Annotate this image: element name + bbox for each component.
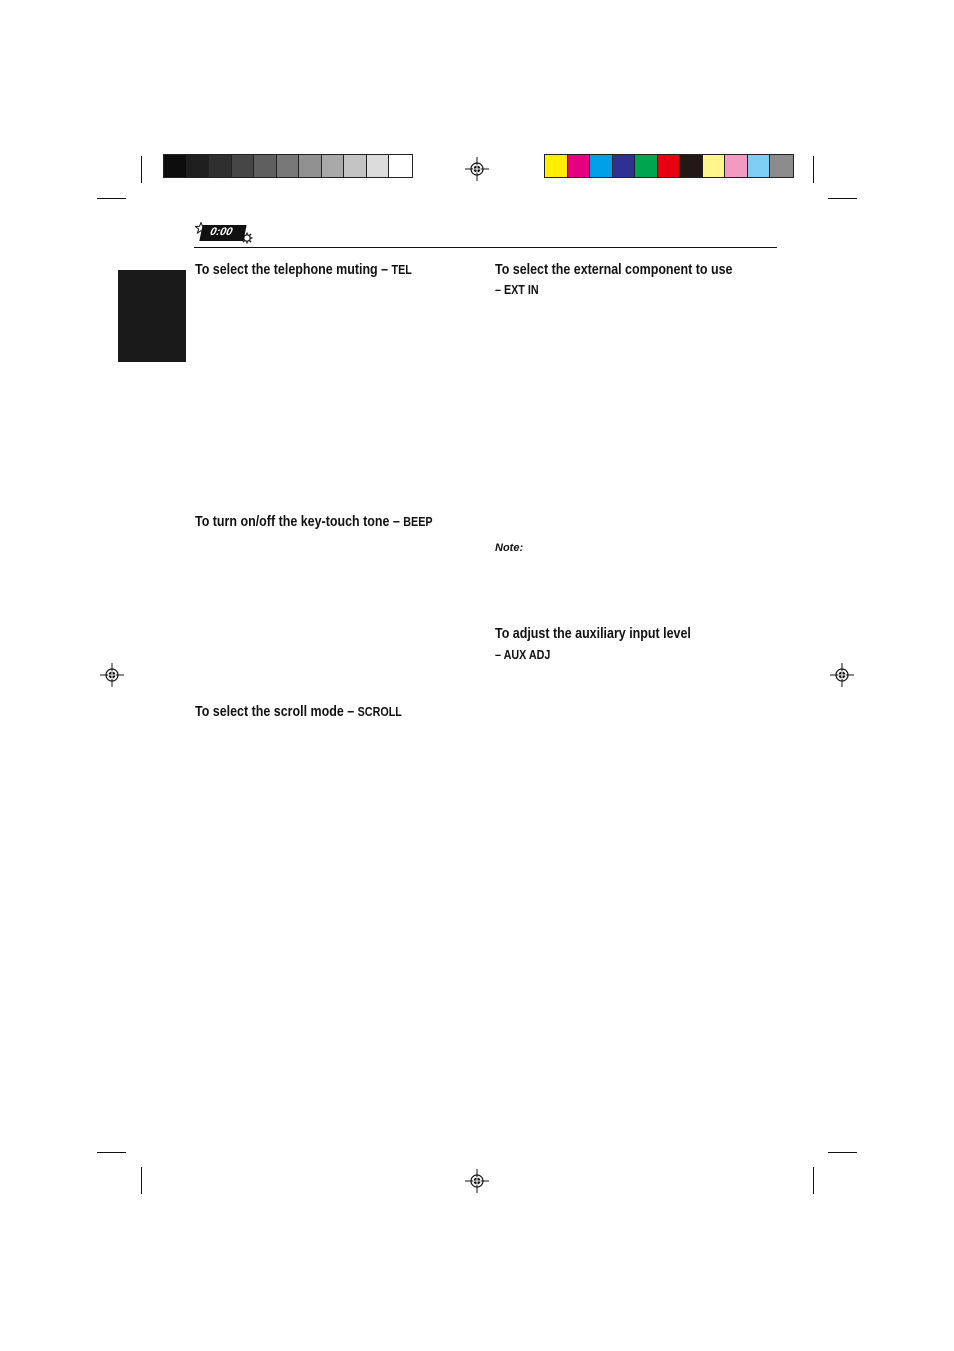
crop-mark [97, 1152, 126, 1153]
scroll-heading [195, 704, 402, 720]
section-tab [118, 270, 186, 362]
color-swatch-7 [680, 155, 703, 177]
registration-mark-icon [100, 663, 124, 687]
grayscale-swatch-8 [322, 155, 345, 177]
aux-keyword: – AUX ADJ [495, 648, 551, 662]
grayscale-swatch-9 [344, 155, 367, 177]
crop-mark [813, 1167, 814, 1194]
crop-mark [97, 198, 126, 199]
color-swatch-5 [635, 155, 658, 177]
grayscale-swatch-5 [254, 155, 277, 177]
scroll-heading-text: To select the scroll mode – [195, 704, 358, 720]
header-rule [194, 247, 777, 248]
registration-mark-icon [465, 1169, 489, 1193]
crop-mark [141, 1167, 142, 1194]
color-swatch-9 [725, 155, 748, 177]
color-swatch-8 [703, 155, 726, 177]
aux-heading [495, 626, 691, 642]
clock-time: 0:00 [208, 226, 234, 238]
tel-heading [195, 262, 412, 278]
color-swatch-2 [568, 155, 591, 177]
crop-mark [828, 1152, 857, 1153]
color-swatch-1 [545, 155, 568, 177]
color-swatch-10 [748, 155, 771, 177]
ext-keyword-line [495, 282, 539, 298]
grayscale-swatch-3 [209, 155, 232, 177]
registration-mark-icon [830, 663, 854, 687]
grayscale-calibration-bar [163, 154, 413, 178]
color-swatch-3 [590, 155, 613, 177]
crop-mark [813, 156, 814, 183]
crop-mark [141, 156, 142, 183]
clock-display-icon [195, 222, 255, 244]
grayscale-swatch-7 [299, 155, 322, 177]
grayscale-swatch-10 [367, 155, 390, 177]
clock-display [199, 225, 246, 241]
aux-heading-text: To adjust the auxiliary input level [495, 626, 691, 642]
scroll-keyword: SCROLL [357, 705, 402, 719]
grayscale-swatch-2 [187, 155, 210, 177]
grayscale-swatch-1 [164, 155, 187, 177]
grayscale-swatch-6 [277, 155, 300, 177]
color-swatch-4 [613, 155, 636, 177]
aux-keyword-line [495, 647, 550, 663]
ext-keyword: – EXT IN [495, 283, 539, 297]
crop-mark [828, 198, 857, 199]
grayscale-swatch-4 [232, 155, 255, 177]
registration-mark-icon [465, 157, 489, 181]
note-label: Note: [495, 542, 524, 554]
color-swatch-6 [658, 155, 681, 177]
ext-heading [495, 262, 732, 278]
beep-heading-text: To turn on/off the key-touch tone – [195, 514, 404, 530]
tel-heading-text: To select the telephone muting – [195, 262, 392, 278]
color-swatch-11 [770, 155, 793, 177]
gear-icon [241, 232, 253, 244]
beep-heading [195, 514, 433, 530]
tel-keyword: TEL [391, 263, 412, 277]
beep-keyword: BEEP [403, 515, 433, 529]
color-calibration-bar [544, 154, 794, 178]
grayscale-swatch-11 [389, 155, 412, 177]
ext-heading-text: To select the external component to use [495, 262, 733, 278]
